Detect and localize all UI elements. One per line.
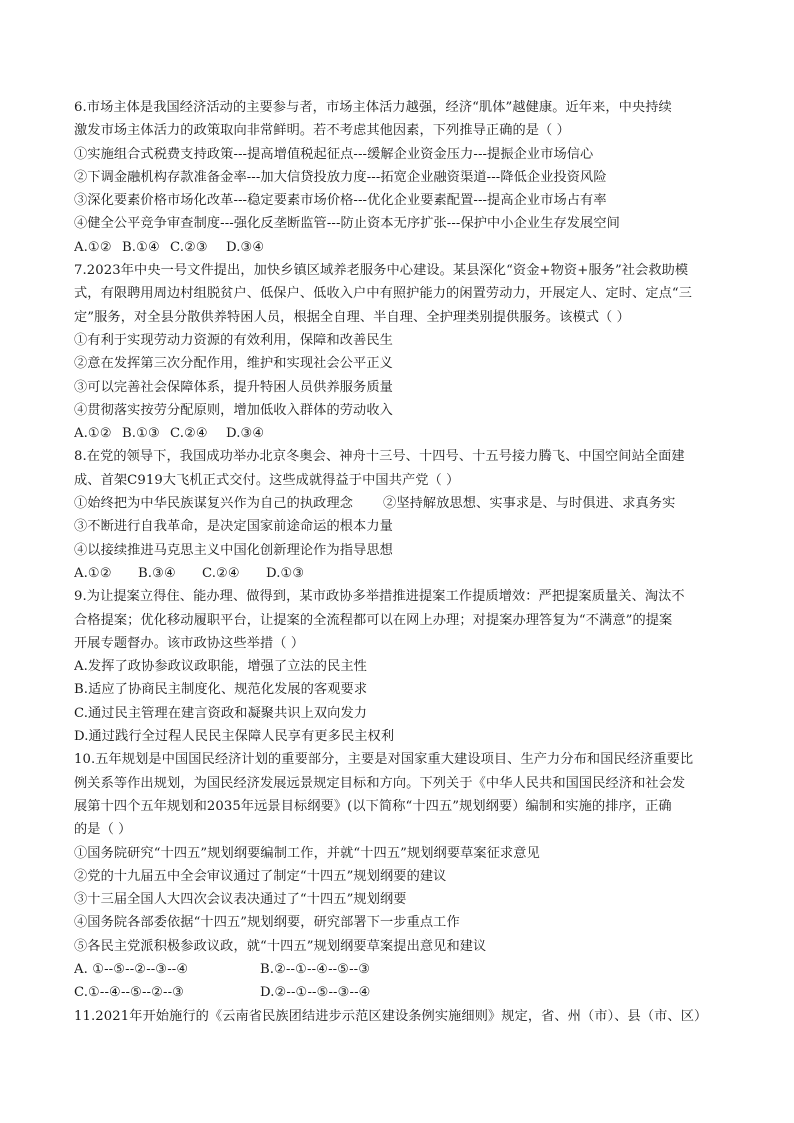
statement-item: ⑤各民主党派积极参政议政，就“十四五”规划纲要草案提出意见和建议: [74, 938, 487, 954]
option-d[interactable]: D.③④: [226, 239, 265, 255]
question-stem-line: 式，有限聘用周边村组脱贫户、低保户、低收入户中有照护能力的闲置劳动力，开展定人、定时、定点“三: [74, 286, 693, 302]
question-stem-line: 7.2023年中央一号文件提出，加快乡镇区域养老服务中心建设。某县深化“资金+物资+服务”社会救助模: [74, 263, 689, 279]
question-stem-line: 9.为让提案立得住、能办理、做得到，某市政协多举措推进提案工作提质增效：严把提案质量关、淘汰不: [74, 589, 685, 605]
option-b[interactable]: B.①③: [122, 426, 160, 442]
option-c[interactable]: C.①--④--⑤--②--③: [74, 985, 185, 1001]
statement-item: ③可以完善社会保障体系，提升特困人员供养服务质量: [74, 379, 393, 395]
option-c[interactable]: C.②④: [202, 565, 240, 581]
option-b[interactable]: B.②--①--④--⑤--③: [260, 961, 371, 977]
statement-item: ③深化要素价格市场化改革---稳定要素市场价格---优化企业要素配置---提高企业市场占有率: [74, 193, 607, 209]
question-7: [74, 259, 738, 445]
option-a[interactable]: A.①②: [74, 239, 112, 255]
option-c[interactable]: C.通过民主管理在建言资政和凝聚共识上双向发力: [74, 705, 368, 721]
statement-item: ②党的十九届五中全会审议通过了制定“十四五”规划纲要的建议: [74, 868, 447, 884]
question-stem-line: 例关系等作出规划，为国民经济发展远景规定目标和方向。下列关于《中华人民共和国国民经济和社会发: [74, 775, 686, 791]
option-a[interactable]: A.发挥了政协参政议政职能，增强了立法的民主性: [74, 659, 367, 675]
question-stem-line: 定”服务，对全县分散供养特困人员，根据全自理、半自理、全护理类别提供服务。该模式（ ）: [74, 309, 630, 325]
answer-options-row: [74, 981, 738, 1004]
question-stem-line: 展第十四个五年规划和2035年远景目标纲要》(以下简称“十四五”规划纲要）编制和实施的排序，正确: [74, 798, 672, 814]
option-a[interactable]: A. ①--⑤--②--③--④: [74, 961, 189, 977]
option-a[interactable]: A.①②: [74, 426, 112, 442]
answer-options: [74, 562, 738, 585]
question-stem-line: 成、首架C919大飞机正式交付。这些成就得益于中国共产党（ ）: [74, 472, 460, 488]
statement-item: ④健全公平竞争审查制度---强化反垄断监管---防止资本无序扩张---保护中小企业生存发展空间: [74, 216, 620, 232]
statement-item: ①国务院研究“十四五”规划纲要编制工作，并就“十四五”规划纲要草案征求意见: [74, 845, 540, 861]
statement-item: ③十三届全国人大四次会议表决通过了“十四五”规划纲要: [74, 892, 407, 908]
question-stem-line: 开展专题督办。该市政协这些举措（ ）: [74, 635, 305, 651]
question-stem-line: 11.2021年开始施行的《云南省民族团结进步示范区建设条例实施细则》规定，省、州（市）、县（市、区）: [74, 1008, 708, 1024]
question-stem-line: 10.五年规划是中国国民经济计划的重要部分，主要是对国家重大建设项目、生产力分布和国民经济重要比: [74, 752, 694, 768]
answer-options: [74, 236, 738, 259]
statement-item: ①实施组合式税费支持政策---提高增值税起征点---缓解企业资金压力---提振企业市场信心: [74, 146, 594, 162]
option-c[interactable]: C.②③: [170, 239, 208, 255]
statement-item: ②下调金融机构存款准备金率---加大信贷投放力度---拓宽企业融资渠道---降低企业投资风险: [74, 169, 607, 185]
option-d[interactable]: D.③④: [226, 426, 265, 442]
question-8: [74, 445, 738, 585]
statement-item: ④国务院各部委依据“十四五”规划纲要，研究部署下一步重点工作: [74, 915, 460, 931]
statement-item: ①有利于实现劳动力资源的有效利用，保障和改善民生: [74, 332, 393, 348]
question-stem-line: 激发市场主体活力的政策取向非常鲜明。若不考虑其他因素，下列推导正确的是（ ）: [74, 123, 570, 139]
question-6: [74, 96, 738, 259]
statement-item: ④以接续推进马克思主义中国化创新理论作为指导思想: [74, 542, 393, 558]
option-d[interactable]: D.②--①--⑤--③--④: [260, 985, 371, 1001]
question-stem-line: 8.在党的领导下，我国成功举办北京冬奥会、神舟十三号、十四号、十五号接力腾飞、中国空间站全面建: [74, 449, 685, 465]
statement-item-row: [74, 492, 738, 515]
option-b[interactable]: B.适应了协商民主制度化、规范化发展的客观要求: [74, 682, 368, 698]
question-9: [74, 585, 738, 748]
statement-item: ③不断进行自我革命，是决定国家前途命运的根本力量: [74, 519, 393, 535]
statement-item: ②坚持解放思想、实事求是、与时俱进、求真务实: [383, 496, 676, 512]
question-stem-line: 的是（ ）: [74, 822, 132, 838]
statement-item: ①始终把为中华民族谋复兴作为自己的执政理念: [74, 496, 354, 512]
statement-item: ②意在发挥第三次分配作用，维护和实现社会公平正义: [74, 356, 393, 372]
option-b[interactable]: B.①④: [122, 239, 160, 255]
option-b[interactable]: B.③④: [138, 565, 176, 581]
option-a[interactable]: A.①②: [74, 565, 112, 581]
option-d[interactable]: D.通过践行全过程人民民主保障人民享有更多民主权利: [74, 729, 395, 745]
answer-options: [74, 422, 738, 445]
statement-item: ④贯彻落实按劳分配原则，增加低收入群体的劳动收入: [74, 402, 393, 418]
option-c[interactable]: C.②④: [170, 426, 208, 442]
answer-options-row: [74, 958, 738, 981]
question-stem-line: 合格提案；优化移动履职平台，让提案的全流程都可以在网上办理；对提案办理答复为“不满意”的提案: [74, 612, 673, 628]
option-d[interactable]: D.①③: [266, 565, 305, 581]
exam-page: [74, 96, 738, 1028]
question-11: [74, 1005, 738, 1028]
question-stem-line: 6.市场主体是我国经济活动的主要参与者，市场主体活力越强，经济“肌体”越健康。近年来，中央持续: [74, 100, 672, 115]
question-10: [74, 748, 738, 1004]
